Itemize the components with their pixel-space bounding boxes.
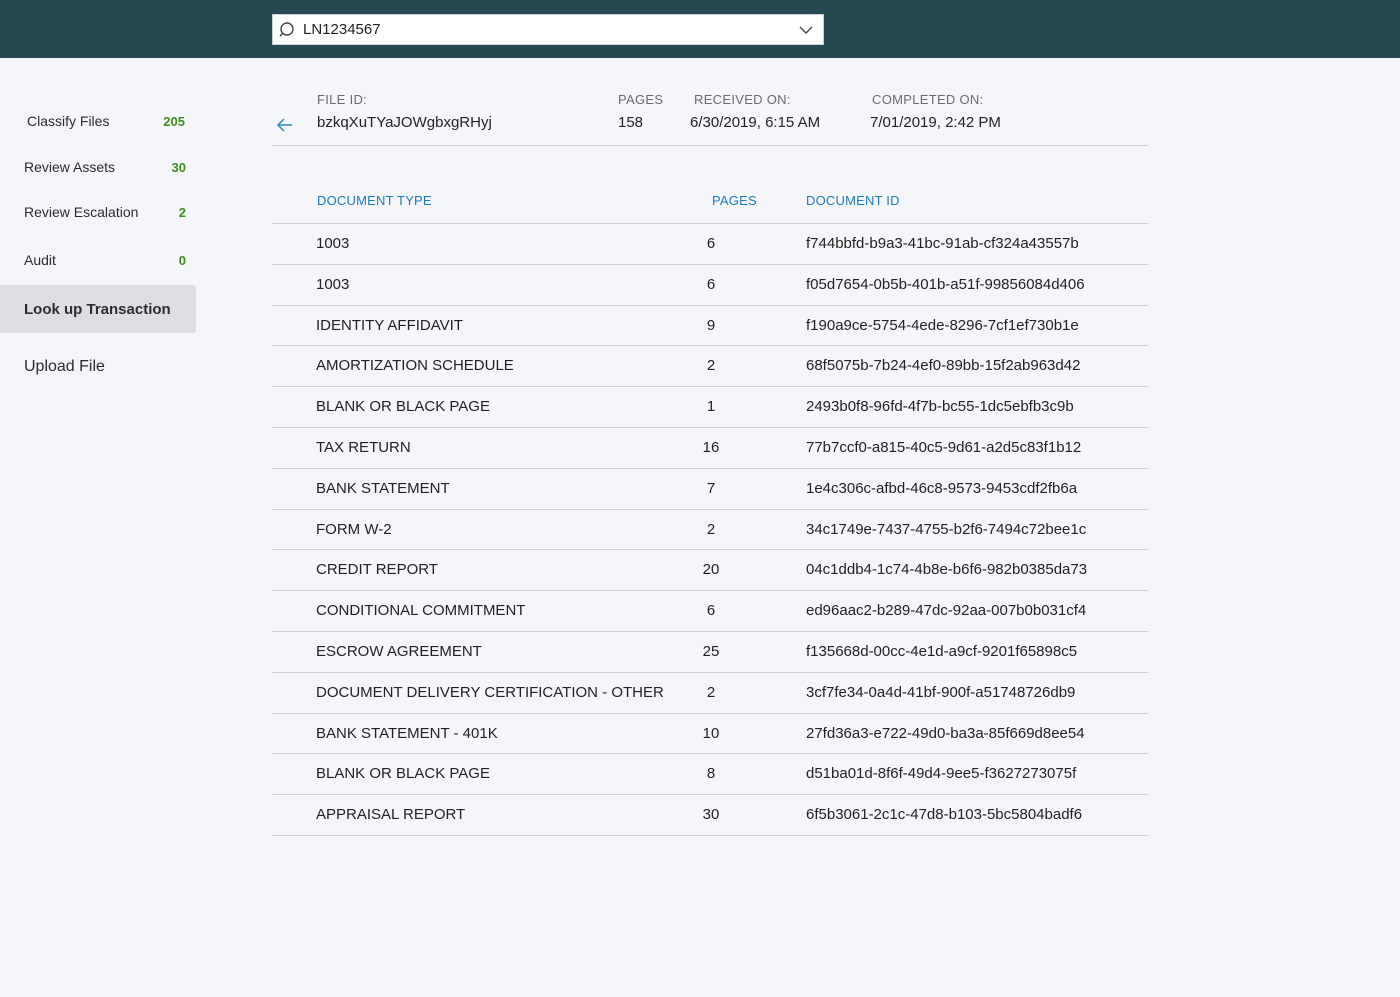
table-row[interactable] bbox=[272, 632, 1148, 673]
search-input[interactable] bbox=[303, 16, 789, 44]
table-row[interactable] bbox=[272, 550, 1148, 591]
document-id-cell: 2493b0f8-96fd-4f7b-bc55-1dc5ebfb3c9b bbox=[806, 398, 1074, 416]
document-type-cell: BANK STATEMENT - 401K bbox=[316, 724, 498, 742]
document-type-cell: IDENTITY AFFIDAVIT bbox=[316, 316, 463, 334]
top-bar bbox=[0, 0, 1400, 58]
pages-value: 158 bbox=[618, 114, 644, 131]
document-id-cell: d51ba01d-8f6f-49d4-9ee5-f3627273075f bbox=[806, 765, 1077, 783]
document-id-cell: f05d7654-0b5b-401b-a51f-99856084d406 bbox=[806, 275, 1085, 293]
document-id-cell: f135668d-00cc-4e1d-a9cf-9201f65898c5 bbox=[806, 642, 1078, 660]
received-value: 6/30/2019, 6:15 AM bbox=[690, 114, 821, 131]
document-type-cell: DOCUMENT DELIVERY CERTIFICATION - OTHER bbox=[316, 683, 664, 701]
table-row[interactable] bbox=[272, 510, 1148, 551]
table-row[interactable] bbox=[272, 306, 1148, 347]
document-type-cell: ESCROW AGREEMENT bbox=[316, 642, 482, 660]
pages-cell: 2 bbox=[706, 357, 716, 375]
document-id-cell: 77b7ccf0-a815-40c5-9d61-a2d5c83f1b12 bbox=[806, 438, 1082, 456]
document-type-cell: CREDIT REPORT bbox=[316, 561, 438, 579]
document-type-cell: BANK STATEMENT bbox=[316, 479, 450, 497]
document-type-cell: AMORTIZATION SCHEDULE bbox=[316, 357, 514, 375]
arrow-left-icon[interactable] bbox=[276, 116, 294, 134]
pages-cell: 2 bbox=[706, 683, 716, 701]
sidebar-item-count: 205 bbox=[163, 113, 185, 129]
sidebar-item-upload-file[interactable] bbox=[0, 344, 196, 390]
completed-label: COMPLETED ON: bbox=[872, 92, 984, 107]
transaction-search[interactable] bbox=[272, 14, 824, 45]
document-table bbox=[272, 184, 1148, 836]
sidebar-item-count: 2 bbox=[178, 204, 186, 220]
pages-cell: 25 bbox=[702, 642, 720, 660]
document-id-cell: 34c1749e-7437-4755-b2f6-7494c72bee1c bbox=[806, 520, 1087, 538]
pages-cell: 10 bbox=[702, 724, 720, 742]
completed-value: 7/01/2019, 2:42 PM bbox=[870, 114, 1001, 131]
received-label: RECEIVED ON: bbox=[694, 92, 791, 107]
table-row[interactable] bbox=[272, 428, 1148, 469]
document-type-cell: TAX RETURN bbox=[316, 438, 411, 456]
table-row[interactable] bbox=[272, 265, 1148, 306]
document-id-cell: f190a9ce-5754-4ede-8296-7cf1ef730b1e bbox=[806, 316, 1079, 334]
document-type-cell: 1003 bbox=[316, 275, 350, 293]
pages-cell: 7 bbox=[706, 479, 716, 497]
pages-cell: 1 bbox=[706, 398, 716, 416]
column-header-document-id[interactable]: DOCUMENT ID bbox=[806, 193, 900, 208]
sidebar-item-classify-files[interactable] bbox=[0, 98, 196, 144]
pages-cell: 6 bbox=[706, 602, 716, 620]
sidebar-item-label: Classify Files bbox=[27, 113, 110, 129]
sidebar-item-count: 30 bbox=[171, 159, 186, 175]
sidebar-item-label: Audit bbox=[24, 252, 56, 268]
pages-cell: 16 bbox=[702, 438, 720, 456]
pages-cell: 2 bbox=[706, 520, 716, 538]
table-row[interactable] bbox=[272, 591, 1148, 632]
pages-label: PAGES bbox=[618, 92, 664, 107]
pages-cell: 30 bbox=[702, 806, 720, 824]
document-type-cell: APPRAISAL REPORT bbox=[316, 806, 466, 824]
document-id-cell: 6f5b3061-2c1c-47d8-b103-5bc5804badf6 bbox=[806, 806, 1083, 824]
pages-cell: 9 bbox=[706, 316, 716, 334]
column-header-pages[interactable]: PAGES bbox=[712, 193, 757, 208]
sidebar-item-label: Look up Transaction bbox=[24, 300, 171, 318]
document-type-cell: FORM W-2 bbox=[316, 520, 392, 538]
file-summary bbox=[272, 84, 1148, 146]
document-id-cell: ed96aac2-b289-47dc-92aa-007b0b031cf4 bbox=[806, 602, 1087, 620]
document-type-cell: 1003 bbox=[316, 235, 350, 252]
sidebar-item-label: Upload File bbox=[24, 358, 105, 375]
table-row[interactable] bbox=[272, 714, 1148, 755]
pages-cell: 20 bbox=[702, 561, 720, 579]
table-row[interactable] bbox=[272, 754, 1148, 795]
table-row[interactable] bbox=[272, 346, 1148, 387]
file-id-value: bzkqXuTYaJOWgbxgRHyj bbox=[317, 114, 492, 131]
sidebar-item-look-up-transaction[interactable] bbox=[0, 285, 196, 333]
sidebar-item-review-escalation[interactable] bbox=[0, 189, 196, 235]
document-id-cell: 3cf7fe34-0a4d-41bf-900f-a51748726db9 bbox=[806, 683, 1076, 701]
document-id-cell: 27fd36a3-e722-49d0-ba3a-85f669d8ee54 bbox=[806, 724, 1085, 742]
sidebar-item-audit[interactable] bbox=[0, 237, 196, 283]
document-type-cell: BLANK OR BLACK PAGE bbox=[316, 398, 490, 416]
table-row[interactable] bbox=[272, 224, 1148, 265]
sidebar-item-label: Review Escalation bbox=[24, 204, 139, 220]
table-row[interactable] bbox=[272, 795, 1148, 836]
table-row[interactable] bbox=[272, 387, 1148, 428]
sidebar-item-count: 0 bbox=[178, 252, 186, 268]
document-id-cell: f744bbfd-b9a3-41bc-91ab-cf324a43557b bbox=[806, 235, 1079, 252]
pages-cell: 6 bbox=[706, 275, 716, 293]
document-type-cell: CONDITIONAL COMMITMENT bbox=[316, 602, 526, 620]
document-id-cell: 68f5075b-7b24-4ef0-89bb-15f2ab963d42 bbox=[806, 357, 1081, 375]
table-header bbox=[272, 184, 1148, 224]
table-row[interactable] bbox=[272, 469, 1148, 510]
document-type-cell: BLANK OR BLACK PAGE bbox=[316, 765, 490, 783]
table-row[interactable] bbox=[272, 673, 1148, 714]
pages-cell: 6 bbox=[706, 235, 716, 252]
search-icon bbox=[273, 15, 303, 45]
sidebar-item-label: Review Assets bbox=[24, 159, 116, 175]
document-id-cell: 04c1ddb4-1c74-4b8e-b6f6-982b0385da73 bbox=[806, 561, 1088, 579]
column-header-document-type[interactable]: DOCUMENT TYPE bbox=[317, 193, 432, 208]
file-id-label: FILE ID: bbox=[317, 92, 368, 107]
document-id-cell: 1e4c306c-afbd-46c8-9573-9453cdf2fb6a bbox=[806, 479, 1078, 497]
pages-cell: 8 bbox=[706, 765, 716, 783]
sidebar-item-review-assets[interactable] bbox=[0, 144, 196, 190]
chevron-down-icon[interactable] bbox=[789, 15, 823, 45]
table-body bbox=[272, 224, 1148, 836]
